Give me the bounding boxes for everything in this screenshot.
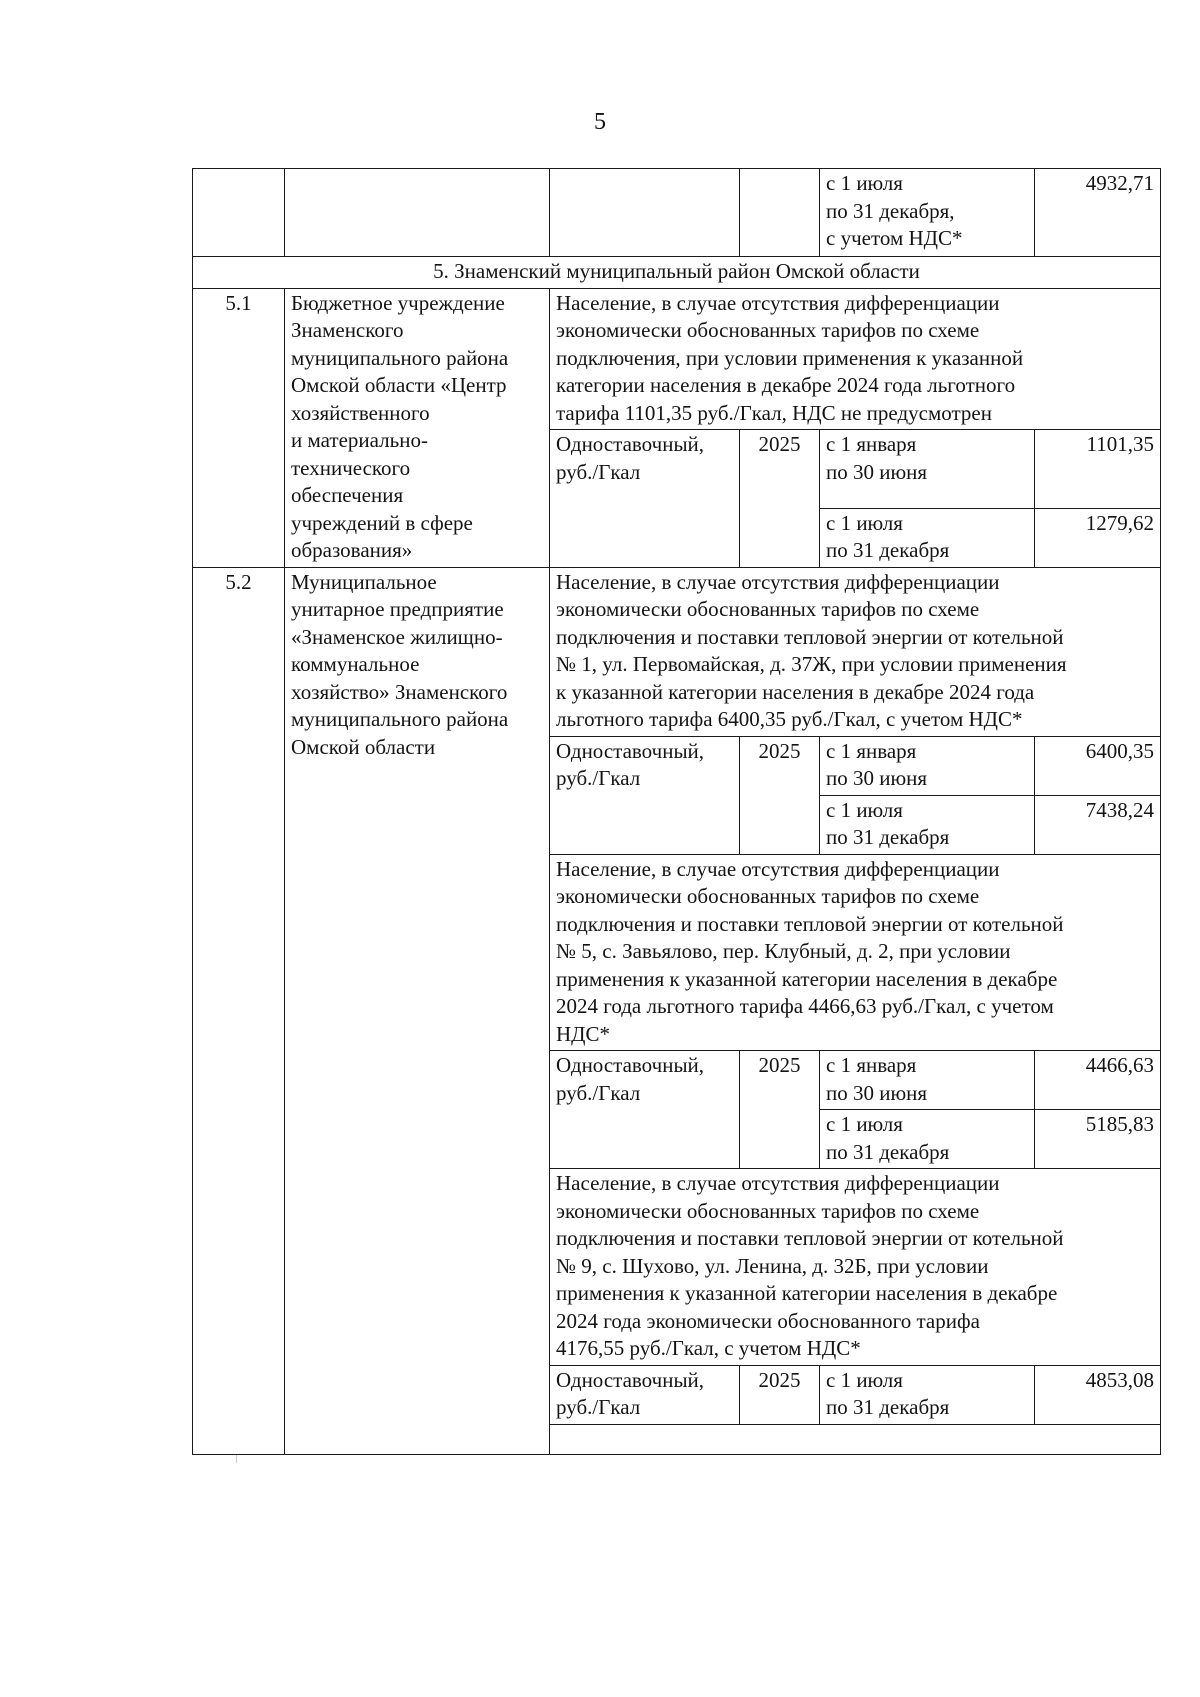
tariff-type: Одноставочный, руб./Гкал bbox=[550, 1051, 740, 1169]
table-cell-empty bbox=[285, 169, 550, 257]
tariff-year: 2025 bbox=[740, 430, 820, 568]
period-cell: с 1 июля по 31 декабря bbox=[820, 1365, 1035, 1424]
page-number: 5 bbox=[594, 109, 606, 135]
period-cell: с 1 июля по 31 декабря bbox=[820, 795, 1035, 854]
tariff-value-cell: 4853,08 bbox=[1035, 1365, 1161, 1424]
row-number: 5.2 bbox=[193, 567, 285, 1454]
tariff-value-cell: 7438,24 bbox=[1035, 795, 1161, 854]
tariff-type: Одноставочный, руб./Гкал bbox=[550, 430, 740, 568]
organization-name: Муниципальное унитарное предприятие «Знаменское жилищно- коммунальное хозяйство» Знаменского муниципального района Омской области bbox=[285, 567, 550, 1454]
scan-mark bbox=[236, 1455, 237, 1463]
tariff-value-cell: 1101,35 bbox=[1035, 430, 1161, 509]
section-title: 5. Знаменский муниципальный район Омской области bbox=[193, 257, 1161, 289]
consumer-description: Население, в случае отсутствия дифференциации экономически обоснованных тарифов по схеме подключения, при условии применения к указанной категории населения в декабре 2024 года льготного тарифа 1101,35 руб./Гкал, НДС не предусмотрен bbox=[550, 288, 1161, 430]
tariff-type: Одноставочный, руб./Гкал bbox=[550, 736, 740, 854]
table-cell-empty bbox=[740, 169, 820, 257]
row-number: 5.1 bbox=[193, 288, 285, 567]
table-cell-empty bbox=[193, 169, 285, 257]
tariff-year: 2025 bbox=[740, 1051, 820, 1169]
tariff-value-cell: 6400,35 bbox=[1035, 736, 1161, 795]
tariff-type: Одноставочный, руб./Гкал bbox=[550, 1365, 740, 1424]
period-cell: с 1 июля по 31 декабря bbox=[820, 508, 1035, 567]
table-row bbox=[193, 288, 1161, 430]
period-cell: с 1 января по 30 июня bbox=[820, 736, 1035, 795]
consumer-description: Население, в случае отсутствия дифференциации экономически обоснованных тарифов по схеме подключения и поставки тепловой энергии от котельной № 1, ул. Первомайская, д. 37Ж, при условии применения к указанной категории населения в декабре 2024 года льготного тарифа 6400,35 руб./Гкал, с учетом НДС* bbox=[550, 567, 1161, 736]
period-cell: с 1 января по 30 июня bbox=[820, 430, 1035, 509]
organization-name: Бюджетное учреждение Знаменского муниципального района Омской области «Центр хозяйственного и материально- технического обеспечения учреждений в сфере образования» bbox=[285, 288, 550, 567]
consumer-description: Население, в случае отсутствия дифференциации экономически обоснованных тарифов по схеме подключения и поставки тепловой энергии от котельной № 9, с. Шухово, ул. Ленина, д. 32Б, при условии применения к указанной категории населения в декабре 2024 года экономически обоснованного тарифа 4176,55 руб./Гкал, с учетом НДС* bbox=[550, 1169, 1161, 1366]
table-cell-empty bbox=[550, 1424, 1161, 1454]
continuation-row bbox=[193, 169, 1161, 257]
table-row bbox=[193, 567, 1161, 736]
period-cell: с 1 января по 30 июня bbox=[820, 1051, 1035, 1110]
tariff-table bbox=[192, 168, 1161, 1455]
tariff-value-cell: 4932,71 bbox=[1035, 169, 1161, 257]
tariff-value-cell: 4466,63 bbox=[1035, 1051, 1161, 1110]
table-cell-empty bbox=[550, 169, 740, 257]
section-header-row bbox=[193, 257, 1161, 289]
tariff-year: 2025 bbox=[740, 1365, 820, 1424]
tariff-value-cell: 1279,62 bbox=[1035, 508, 1161, 567]
tariff-year: 2025 bbox=[740, 736, 820, 854]
period-cell: с 1 июля по 31 декабря, с учетом НДС* bbox=[820, 169, 1035, 257]
period-cell: с 1 июля по 31 декабря bbox=[820, 1110, 1035, 1169]
tariff-value-cell: 5185,83 bbox=[1035, 1110, 1161, 1169]
consumer-description: Население, в случае отсутствия дифференциации экономически обоснованных тарифов по схеме подключения и поставки тепловой энергии от котельной № 5, с. Завьялово, пер. Клубный, д. 2, при условии применения к указанной категории населения в декабре 2024 года льготного тарифа 4466,63 руб./Гкал, с учетом НДС* bbox=[550, 854, 1161, 1051]
